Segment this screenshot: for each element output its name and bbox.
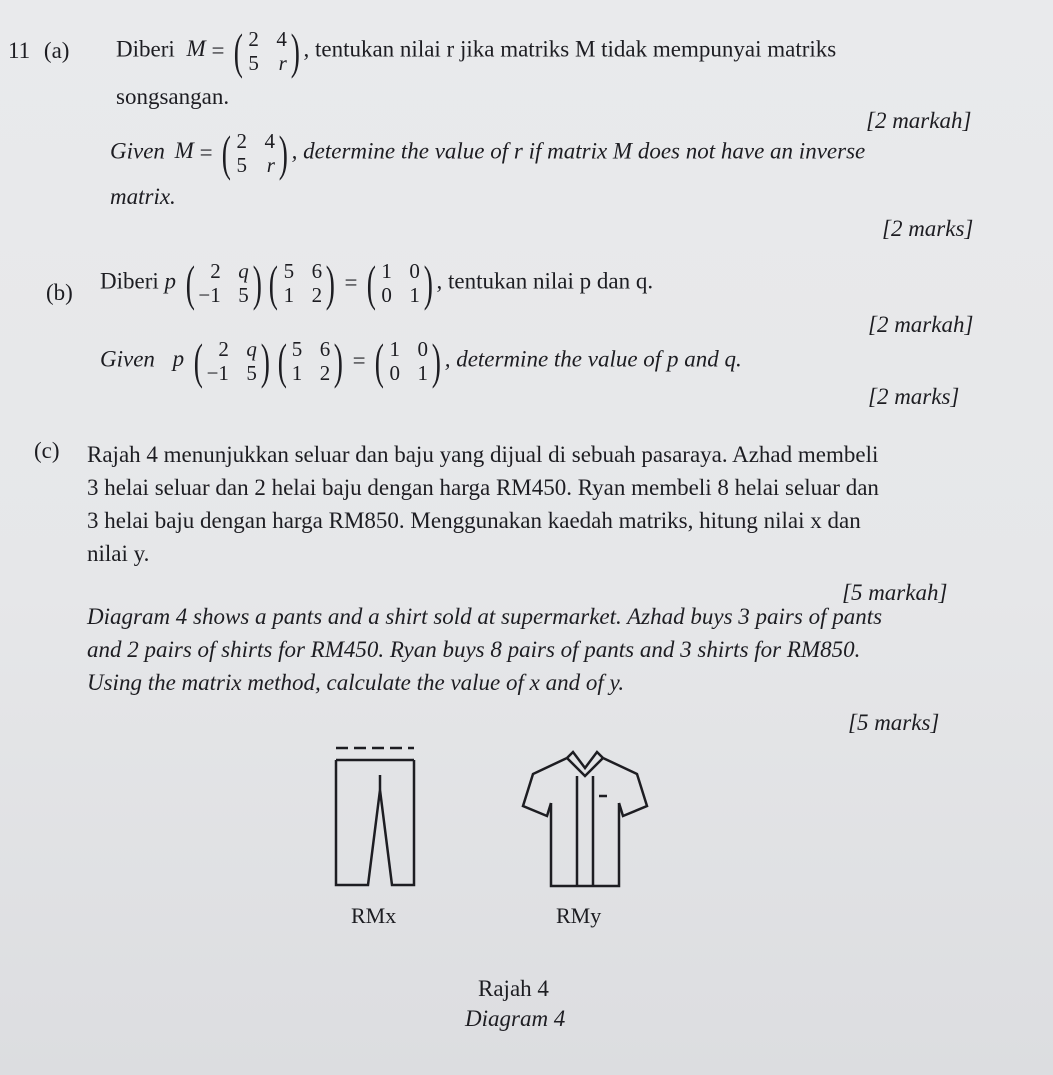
diagram-caption-malay: Rajah 4 bbox=[478, 976, 549, 1001]
part-a-label: (a) bbox=[43, 38, 70, 63]
part-b-marks-malay: [2 markah] bbox=[868, 312, 974, 337]
pants-price: RMx bbox=[351, 903, 397, 928]
part-c-marks-malay: [5 markah] bbox=[842, 580, 948, 605]
pants-illustration bbox=[320, 740, 430, 890]
part-c-malay-paragraph: Rajah 4 menunjukkan seluar dan baju yang dijual di sebuah pasaraya. Azhad membeli 3 helai seluar dan 2 helai baju dengan harga RM450. Ryan membeli 8 helai seluar dan 3 helai baju dengan harga RM850. Menggunakan kaedah matriks, hitung nilai x dan nilai y. bbox=[87, 442, 879, 566]
part-a-marks-english: [2 marks] bbox=[882, 216, 974, 241]
part-b-english-line: Given p ( 2 q −1 5 ) ( 5 6 1 2 ) = ( 1 0 0 1 ) , determine the value of p and q. bbox=[100, 333, 742, 389]
part-c-marks-english: [5 marks] bbox=[848, 710, 940, 735]
part-c-label: (c) bbox=[34, 438, 60, 463]
part-b-label: (b) bbox=[46, 280, 73, 305]
part-a-english-line2: matrix. bbox=[110, 184, 176, 209]
matrix-m: ( 2 4 5 r ) bbox=[233, 23, 300, 79]
part-c-english-paragraph: Diagram 4 shows a pants and a shirt sold at supermarket. Azhad buys 3 pairs of pants and 2 pairs of shirts for RM450. Ryan buys 8 pairs of pants and 3 shirts for RM850. Using the matrix method, calculate the value of x and of y. bbox=[87, 604, 883, 695]
shirt-price: RMy bbox=[556, 903, 602, 928]
question-number: 11 (a) bbox=[8, 38, 70, 63]
part-a-malay-line1: Diberi M = ( 2 4 5 r ) , tentukan nilai r jika matriks M tidak mempunyai matriks bbox=[116, 23, 837, 79]
part-a-malay-line2: songsangan. bbox=[116, 84, 230, 109]
diagram-caption-english: Diagram 4 bbox=[465, 1006, 566, 1031]
part-b-malay-line: Diberi p ( 2 q −1 5 ) ( 5 6 1 2 ) = ( 1 0 0 1 ) , tentukan nilai p dan q. bbox=[100, 255, 654, 311]
part-b-marks-english: [2 marks] bbox=[868, 384, 960, 409]
part-a-marks-malay: [2 markah] bbox=[866, 108, 972, 133]
shirt-illustration bbox=[515, 748, 655, 890]
part-a-english-line1: Given M = ( 2 4 5 r ) , determine the value of r if matrix M does not have an inverse bbox=[110, 125, 866, 181]
